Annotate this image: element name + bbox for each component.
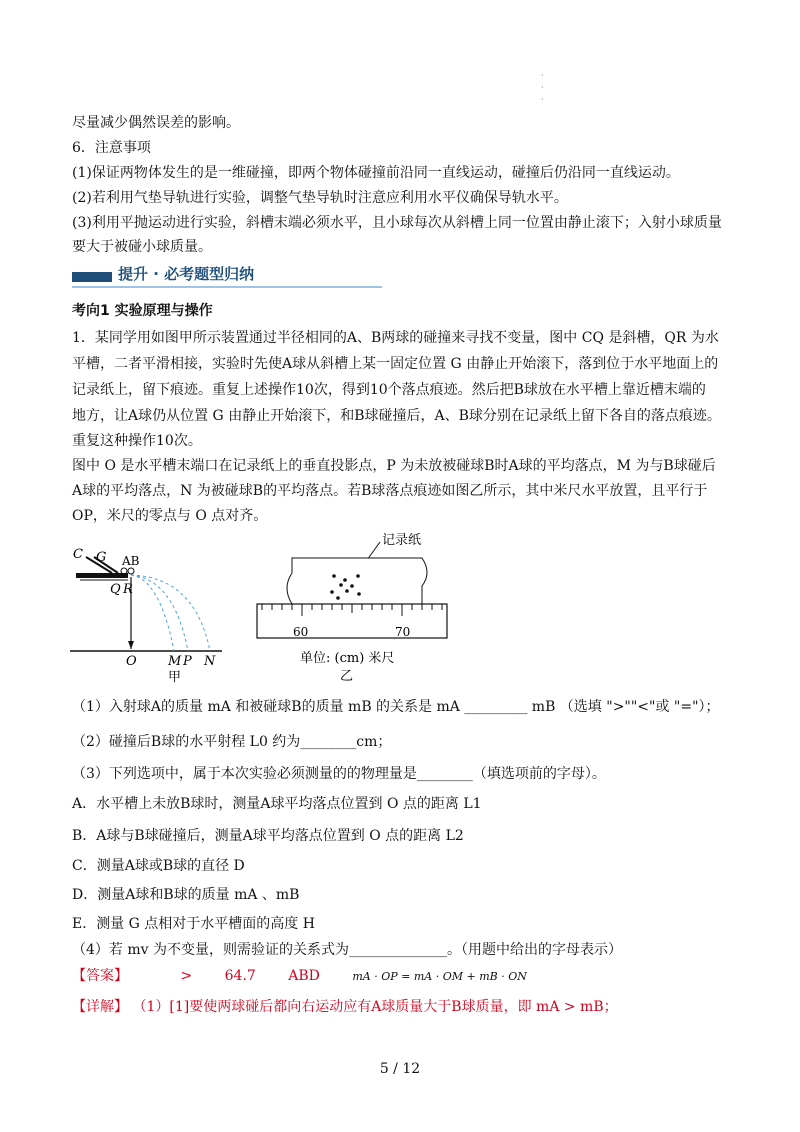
banner-rule <box>72 286 382 288</box>
answer-line <box>72 967 555 987</box>
banner-bar <box>72 272 112 282</box>
caption-yi: 乙 <box>340 669 354 684</box>
problem-line-5: 重复这种操作10次。 <box>72 433 202 449</box>
question-3: （3）下列选项中，属于本次实验必须测量的的物理量是________（填选项前的字母）。 <box>72 766 606 782</box>
label-O: O <box>126 654 137 669</box>
figure-apparatus <box>70 545 230 685</box>
explanation-label: 【详解】 <box>72 999 128 1015</box>
label-R: R <box>123 582 133 597</box>
question-1: （1）入射球A的质量 mA 和被碰球B的质量 mB 的关系是 mA _________ mB （选填 ">""<"或 "="）； <box>72 699 720 715</box>
option-a: A．水平槽上未放B球时，测量A球平均落点位置到 O 点的距离 L1 <box>72 796 482 812</box>
option-b: B．A球与B球碰撞后，测量A球平均落点位置到 O 点的距离 L2 <box>72 828 464 844</box>
answer-value-2: 64.7 <box>224 968 256 984</box>
problem-line-1: 1．某同学用如图甲所示装置通过半径相同的A、B两球的碰撞来寻找不变量，图中 CQ 是斜槽，QR 为水 <box>72 330 719 346</box>
problem-line-8: OP，米尺的零点与 O 点对齐。 <box>72 508 268 524</box>
note-item-3: (3)利用平抛运动进行实验，斜槽末端必须水平，且小球每次从斜槽上同一位置由静止滚下；入射小球质量 <box>72 215 722 231</box>
problem-line-3: 记录纸上，留下痕迹。重复上述操作10次，得到10个落点痕迹。然后把B球放在水平槽上靠近槽末端的 <box>72 382 706 398</box>
note-item-2: (2)若利用气垫导轨进行实验，调整气垫导轨时注意应利用水平仪确保导轨水平。 <box>72 190 568 206</box>
tick-label-70: 70 <box>395 625 411 639</box>
note-item-1: (1)保证两物体发生的是一维碰撞，即两个物体碰撞前沿同一直线运动，碰撞后仍沿同一直线运动。 <box>72 165 680 181</box>
explanation-text: （1）[1]要使两球碰后都向右运动应有A球质量大于B球质量，即 mA > mB； <box>132 999 618 1015</box>
label-M: M <box>168 654 182 669</box>
option-e: E．测量 G 点相对于水平槽面的高度 H <box>72 916 315 932</box>
figure-ruler <box>252 528 462 688</box>
answer-label: 【答案】 <box>72 968 128 984</box>
label-AB: AB <box>122 554 140 568</box>
label-P: P <box>183 654 192 669</box>
answer-value-1: > <box>180 968 193 984</box>
answer-value-3: ABD <box>288 968 320 984</box>
explanation-line <box>72 998 618 1018</box>
unit-label: 单位: (cm) 米尺 <box>300 651 395 666</box>
caption-jia: 甲 <box>168 670 182 685</box>
section-banner <box>72 262 382 290</box>
problem-line-6: 图中 O 是水平槽末端口在记录纸上的垂直投影点，P 为未放被碰球B时A球的平均落点，M 为与B球碰后 <box>72 458 716 474</box>
question-4: （4）若 mv 为不变量，则需验证的关系式为______________。（用题中给出的字母表示） <box>72 942 622 958</box>
question-2: （2）碰撞后B球的水平射程 L0 约为________cm； <box>72 734 392 750</box>
note-item-3-cont: 要大于被碰小球质量。 <box>72 239 212 255</box>
paper-label: 记录纸 <box>382 533 422 548</box>
label-C: C <box>73 547 83 562</box>
tick-label-60: 60 <box>293 625 309 639</box>
topic-title: 考向1 实验原理与操作 <box>72 303 213 319</box>
label-Q: Q <box>110 582 121 597</box>
label-N: N <box>204 654 216 669</box>
problem-line-7: A球的平均落点，N 为被碰球B的平均落点。若B球落点痕迹如图乙所示，其中米尺水平放置，且平行于 <box>72 483 708 499</box>
label-G: G <box>96 550 107 565</box>
option-c: C．测量A球或B球的直径 D <box>72 858 245 874</box>
notes-heading: 6．注意事项 <box>72 140 151 156</box>
top-text: 尽量减少偶然误差的影响。 <box>72 115 240 131</box>
problem-line-2: 平槽，二者平滑相接，实验时先使A球从斜槽上某一固定位置 G 由静止开始滚下，落到位于水平地面上的 <box>72 356 719 372</box>
banner-title: 提升 · 必考题型归纳 <box>118 265 255 283</box>
answer-formula: mA · OP = mA · OM + mB · ON <box>352 970 527 983</box>
problem-line-4: 地方，让A球仍从位置 G 由静止开始滚下，和B球碰撞后，A、B球分别在记录纸上留下各自的落点痕迹。 <box>72 408 721 424</box>
option-d: D．测量A球和B球的质量 mA 、mB <box>72 887 300 903</box>
page-number: 5 / 12 <box>379 1061 421 1077</box>
decorative-dots: · · · <box>541 71 544 104</box>
